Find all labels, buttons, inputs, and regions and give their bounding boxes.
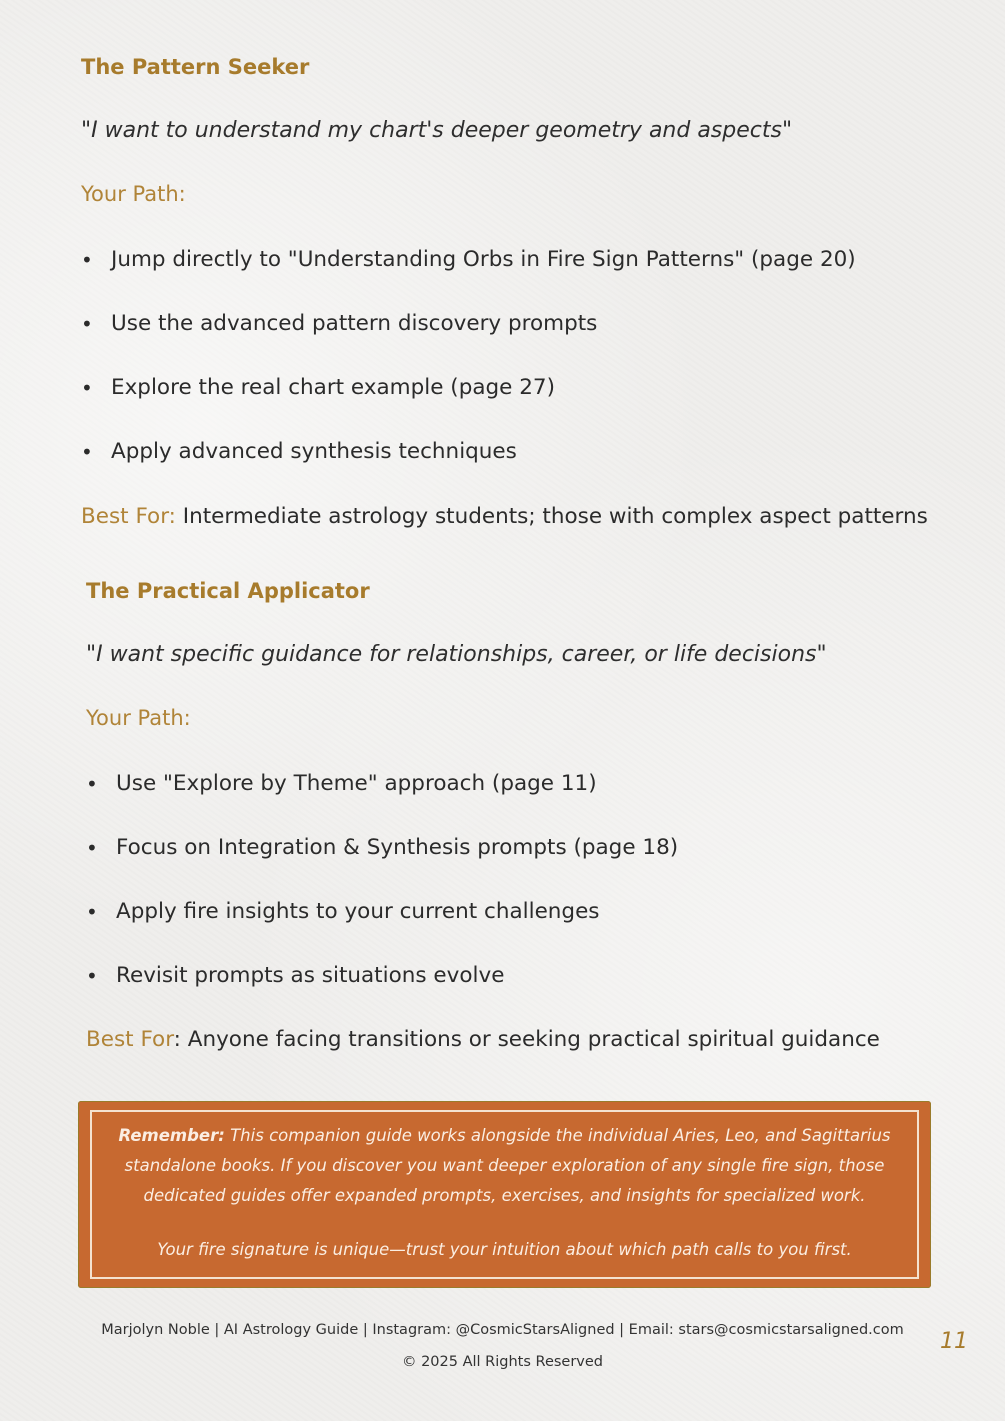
- list-item-text: Apply advanced synthesis techniques: [111, 439, 517, 464]
- list-item-text: Explore the real chart example (page 27): [111, 375, 555, 400]
- callout-closing-line: Your fire signature is unique—trust your intuition about which path calls to you first.: [157, 1240, 852, 1259]
- bullet-icon: •: [81, 439, 93, 464]
- your-path-label: Your Path:: [81, 182, 186, 206]
- list-item: [86, 963, 504, 988]
- callout-line: standalone books. If you discover you want deeper exploration of any single fire sign, those: [124, 1156, 885, 1175]
- bullet-icon: •: [86, 963, 98, 988]
- section-heading-practical-applicator: The Practical Applicator: [86, 579, 370, 603]
- section-heading-pattern-seeker: The Pattern Seeker: [81, 55, 310, 79]
- list-item-text: Jump directly to "Understanding Orbs in Fire Sign Patterns" (page 20): [111, 247, 856, 272]
- page-number: 11: [940, 1329, 968, 1354]
- your-path-label: Your Path:: [86, 706, 191, 730]
- best-for-line: [86, 1027, 880, 1052]
- section-quote: "I want to understand my chart's deeper geometry and aspects": [81, 118, 793, 143]
- footer-contact-line: Marjolyn Noble | AI Astrology Guide | Instagram: @CosmicStarsAligned | Email: stars@cosmicstarsaligned.com: [101, 1322, 904, 1338]
- list-item: [81, 439, 517, 464]
- remember-label: Remember:: [118, 1126, 225, 1145]
- best-for-label: Best For:: [81, 504, 176, 529]
- list-item-text: Apply fire insights to your current challenges: [116, 899, 600, 924]
- remember-callout: [78, 1101, 931, 1288]
- best-for-text: : Anyone facing transitions or seeking practical spiritual guidance: [173, 1027, 880, 1052]
- bullet-icon: •: [86, 835, 98, 860]
- bullet-icon: •: [86, 899, 98, 924]
- bullet-icon: •: [86, 771, 98, 796]
- bullet-icon: •: [81, 247, 93, 272]
- list-item-text: Focus on Integration & Synthesis prompts (page 18): [116, 835, 679, 860]
- best-for-line: [81, 504, 928, 529]
- list-item: [81, 311, 597, 336]
- best-for-text: Intermediate astrology students; those with complex aspect patterns: [175, 504, 928, 529]
- bullet-icon: •: [81, 311, 93, 336]
- section-quote: "I want specific guidance for relationships, career, or life decisions": [86, 642, 827, 667]
- list-item: [81, 375, 555, 400]
- list-item: [86, 835, 678, 860]
- list-item: [81, 247, 856, 272]
- list-item: [86, 899, 600, 924]
- best-for-label: Best For: [86, 1027, 174, 1052]
- callout-line: dedicated guides offer expanded prompts, exercises, and insights for specialized work.: [143, 1186, 866, 1205]
- list-item: [86, 771, 597, 796]
- footer-copyright: © 2025 All Rights Reserved: [401, 1354, 604, 1370]
- bullet-icon: •: [81, 375, 93, 400]
- callout-line: [78, 1121, 931, 1151]
- callout-text: This companion guide works alongside the individual Aries, Leo, and Sagittarius: [224, 1126, 891, 1145]
- list-item-text: Use "Explore by Theme" approach (page 11): [116, 771, 597, 796]
- list-item-text: Use the advanced pattern discovery prompts: [111, 311, 598, 336]
- list-item-text: Revisit prompts as situations evolve: [116, 963, 505, 988]
